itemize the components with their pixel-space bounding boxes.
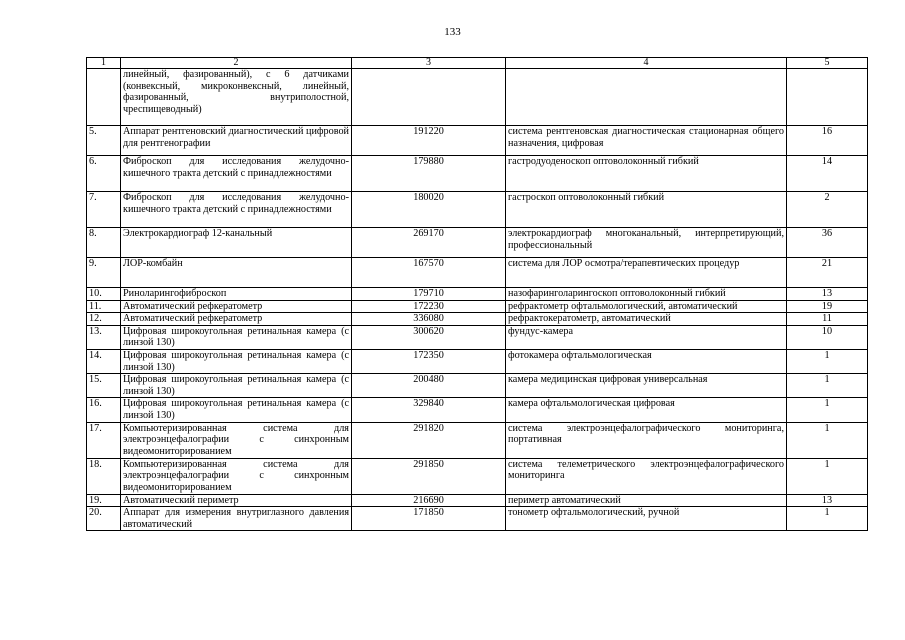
- equipment-code: 171850: [352, 507, 506, 531]
- column-header-2: 2: [121, 58, 352, 69]
- equipment-type: рефрактометр офтальмологический, автоматический: [506, 300, 787, 313]
- table-row: [87, 374, 868, 398]
- row-number: 6.: [87, 156, 121, 192]
- equipment-table: [86, 57, 868, 531]
- equipment-type: система телеметрического электроэнцефалографического мониторинга: [506, 458, 787, 494]
- equipment-type: назофаринголарингоскоп оптоволоконный гибкий: [506, 288, 787, 301]
- quantity: 13: [787, 288, 868, 301]
- quantity: 14: [787, 156, 868, 192]
- table-row: [87, 507, 868, 531]
- equipment-code: 180020: [352, 192, 506, 228]
- equipment-code: 200480: [352, 374, 506, 398]
- column-header-1: 1: [87, 58, 121, 69]
- equipment-name: Аппарат для измерения внутриглазного давления автоматический: [121, 507, 352, 531]
- row-number: [87, 69, 121, 126]
- table-row: [87, 156, 868, 192]
- row-number: 13.: [87, 325, 121, 349]
- equipment-type: гастродуоденоскоп оптоволоконный гибкий: [506, 156, 787, 192]
- equipment-type: камера офтальмологическая цифровая: [506, 398, 787, 422]
- equipment-name: Цифровая широкоугольная ретинальная камера (с линзой 130): [121, 325, 352, 349]
- equipment-type: [506, 69, 787, 126]
- quantity: 21: [787, 258, 868, 288]
- row-number: 17.: [87, 422, 121, 458]
- column-header-4: 4: [506, 58, 787, 69]
- equipment-code: [352, 69, 506, 126]
- equipment-type: периметр автоматический: [506, 494, 787, 507]
- table-row: [87, 325, 868, 349]
- row-number: 18.: [87, 458, 121, 494]
- equipment-name: Фиброскоп для исследования желудочно-кишечного тракта детский с принадлежностями: [121, 192, 352, 228]
- table-row: [87, 288, 868, 301]
- row-number: 12.: [87, 313, 121, 326]
- column-number-row: [87, 58, 868, 69]
- equipment-name: Фиброскоп для исследования желудочно-кишечного тракта детский с принадлежностями: [121, 156, 352, 192]
- quantity: 1: [787, 374, 868, 398]
- table-row: [87, 258, 868, 288]
- equipment-code: 172230: [352, 300, 506, 313]
- equipment-name: Автоматический рефкератометр: [121, 313, 352, 326]
- column-header-5: 5: [787, 58, 868, 69]
- row-number: 7.: [87, 192, 121, 228]
- row-number: 19.: [87, 494, 121, 507]
- equipment-code: 179710: [352, 288, 506, 301]
- equipment-type: электрокардиограф многоканальный, интерпретирующий, профессиональный: [506, 228, 787, 258]
- equipment-type: фундус-камера: [506, 325, 787, 349]
- equipment-code: 291850: [352, 458, 506, 494]
- equipment-name: Цифровая широкоугольная ретинальная камера (с линзой 130): [121, 374, 352, 398]
- equipment-type: гастроскоп оптоволоконный гибкий: [506, 192, 787, 228]
- quantity: 36: [787, 228, 868, 258]
- equipment-name: Риноларингофиброскоп: [121, 288, 352, 301]
- equipment-name: Автоматический периметр: [121, 494, 352, 507]
- row-number: 9.: [87, 258, 121, 288]
- equipment-name: Компьютеризированная система для электроэнцефалографии с синхронным видеомониторированием: [121, 458, 352, 494]
- equipment-type: фотокамера офтальмологическая: [506, 349, 787, 373]
- table-row: [87, 422, 868, 458]
- equipment-code: 216690: [352, 494, 506, 507]
- table-row: [87, 228, 868, 258]
- table-row: [87, 398, 868, 422]
- equipment-code: 300620: [352, 325, 506, 349]
- equipment-name: ЛОР-комбайн: [121, 258, 352, 288]
- equipment-name: Аппарат рентгеновский диагностический цифровой для рентгенографии: [121, 126, 352, 156]
- equipment-type: система рентгеновская диагностическая стационарная общего назначения, цифровая: [506, 126, 787, 156]
- equipment-name: Цифровая широкоугольная ретинальная камера (с линзой 130): [121, 398, 352, 422]
- equipment-name: Автоматический рефкератометр: [121, 300, 352, 313]
- equipment-code: 179880: [352, 156, 506, 192]
- equipment-code: 191220: [352, 126, 506, 156]
- row-number: 10.: [87, 288, 121, 301]
- quantity: 1: [787, 349, 868, 373]
- table-row: [87, 494, 868, 507]
- row-number: 15.: [87, 374, 121, 398]
- row-number: 5.: [87, 126, 121, 156]
- table-body: [87, 58, 868, 531]
- quantity: 1: [787, 507, 868, 531]
- column-header-3: 3: [352, 58, 506, 69]
- row-number: 8.: [87, 228, 121, 258]
- quantity: 11: [787, 313, 868, 326]
- equipment-code: 269170: [352, 228, 506, 258]
- table-row: [87, 69, 868, 126]
- table-row: [87, 192, 868, 228]
- equipment-type: тонометр офтальмологический, ручной: [506, 507, 787, 531]
- equipment-type: камера медицинская цифровая универсальная: [506, 374, 787, 398]
- quantity: 2: [787, 192, 868, 228]
- quantity: 13: [787, 494, 868, 507]
- equipment-code: 172350: [352, 349, 506, 373]
- equipment-code: 336080: [352, 313, 506, 326]
- table-row: [87, 313, 868, 326]
- equipment-name: Цифровая широкоугольная ретинальная камера (с линзой 130): [121, 349, 352, 373]
- table-row: [87, 126, 868, 156]
- quantity: 1: [787, 458, 868, 494]
- page-number: 133: [444, 26, 461, 38]
- equipment-type: рефрактокератометр, автоматический: [506, 313, 787, 326]
- equipment-code: 167570: [352, 258, 506, 288]
- quantity: [787, 69, 868, 126]
- row-number: 11.: [87, 300, 121, 313]
- row-number: 14.: [87, 349, 121, 373]
- table-row: [87, 300, 868, 313]
- quantity: 1: [787, 398, 868, 422]
- table-row: [87, 349, 868, 373]
- equipment-type: система электроэнцефалографического мониторинга, портативная: [506, 422, 787, 458]
- equipment-type: система для ЛОР осмотра/терапевтических процедур: [506, 258, 787, 288]
- table-row: [87, 458, 868, 494]
- equipment-name: Электрокардиограф 12-канальный: [121, 228, 352, 258]
- equipment-name: линейный, фазированный), с 6 датчиками (конвексный, микроконвексный, линейный, фазированный, внутриполостной, чреспищеводный): [121, 69, 352, 126]
- quantity: 19: [787, 300, 868, 313]
- quantity: 1: [787, 422, 868, 458]
- row-number: 16.: [87, 398, 121, 422]
- row-number: 20.: [87, 507, 121, 531]
- equipment-name: Компьютеризированная система для электроэнцефалографии с синхронным видеомониторированием: [121, 422, 352, 458]
- equipment-code: 291820: [352, 422, 506, 458]
- quantity: 16: [787, 126, 868, 156]
- equipment-code: 329840: [352, 398, 506, 422]
- quantity: 10: [787, 325, 868, 349]
